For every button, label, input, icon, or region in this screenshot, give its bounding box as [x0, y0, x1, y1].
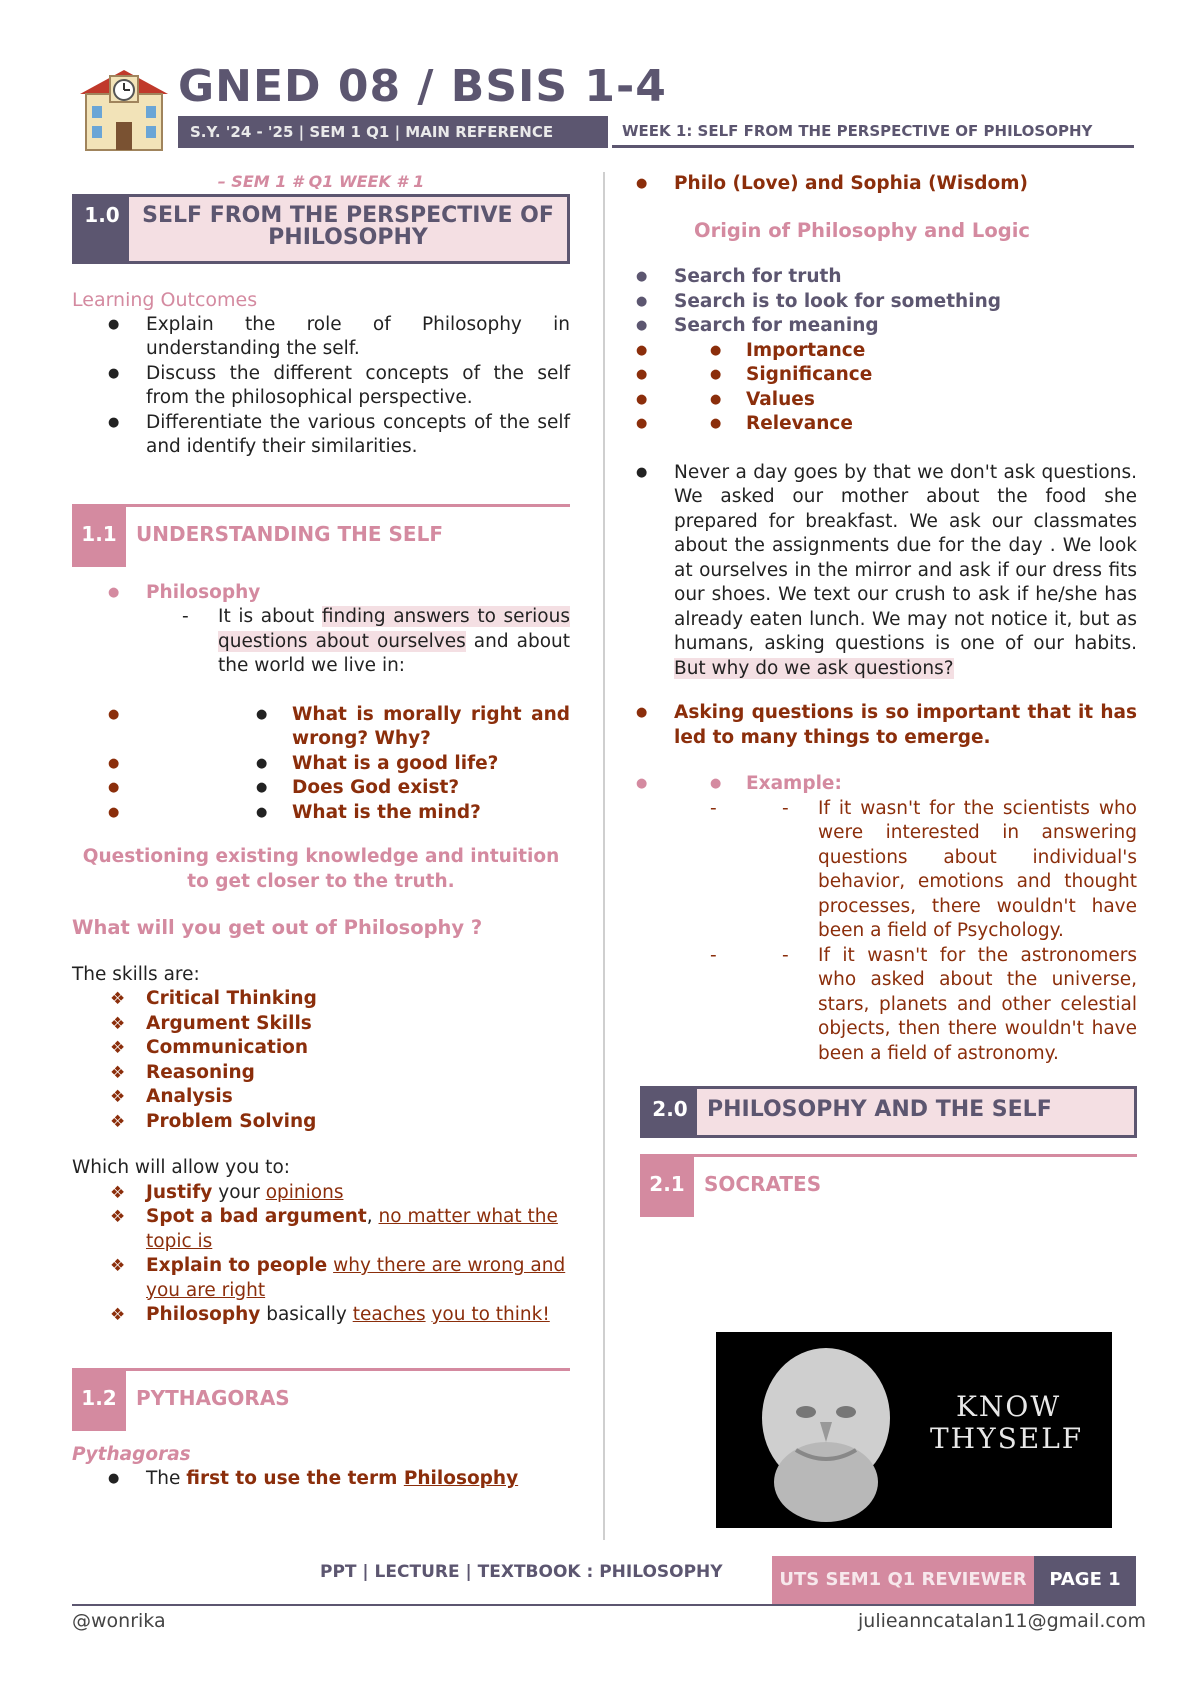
text: Justify	[146, 1181, 213, 1203]
section-number: 2.1	[640, 1157, 694, 1217]
learning-outcomes-list	[72, 313, 570, 460]
text: why there are wrong and you are right	[146, 1255, 566, 1301]
section-title: UNDERSTANDING THE SELF	[136, 521, 443, 546]
example-list	[600, 772, 1137, 797]
section-number: 2.0	[643, 1089, 697, 1135]
meaning-list	[600, 339, 1137, 437]
list-item: ● Discuss the different concepts of the self from the philosophical perspective.	[72, 362, 570, 411]
pythagoras-label: Pythagoras	[72, 1443, 191, 1465]
text: Relevance	[746, 413, 853, 434]
list-item: ❖ Argument Skills	[72, 1012, 570, 1037]
week-title: WEEK 1: SELF FROM THE PERSPECTIVE OF PHILOSOPHY	[612, 116, 1134, 148]
philosophy-label: Philosophy	[146, 581, 261, 603]
list-item: ❖ Reasoning	[72, 1061, 570, 1086]
text: Philosophy	[403, 1468, 519, 1489]
philo-list	[640, 172, 1137, 197]
clock-building-icon	[76, 60, 172, 156]
list-item: ● ● Does God exist?	[72, 776, 570, 801]
text: you to think!	[431, 1304, 550, 1325]
list-item: ❖ Analysis	[72, 1085, 570, 1110]
list-item: ● ● Relevance	[600, 412, 1137, 437]
image-caption-line1: KNOW	[956, 1390, 1062, 1423]
list-item: ● Asking questions is so important that it has led to many things to emerge.	[600, 701, 1137, 750]
section-number: 1.2	[72, 1371, 126, 1431]
list-item: ● Differentiate the various concepts of the self and identify their similarities.	[72, 411, 570, 460]
what-get-heading: What will you get out of Philosophy ?	[72, 916, 483, 939]
image-caption-line2: THYSELF	[930, 1422, 1084, 1455]
search-list	[600, 265, 1137, 339]
list-item: ❖ Communication	[72, 1036, 570, 1061]
list-item: ❖ Problem Solving	[72, 1110, 570, 1135]
text: Importance	[746, 339, 866, 361]
section-title: PYTHAGORAS	[136, 1385, 290, 1410]
never-list	[600, 461, 1137, 682]
list-item: ● Search is to look for something	[600, 290, 1137, 315]
list-item	[72, 1205, 570, 1254]
list-item	[72, 605, 570, 679]
philosophy-sublist	[72, 605, 570, 679]
list-item	[72, 1467, 570, 1492]
phil-text-b: finding answers to serious questions about ourselves	[218, 606, 570, 652]
list-item: ● ● What is the mind?	[72, 801, 570, 826]
text: basically	[260, 1304, 353, 1325]
list-item	[600, 172, 1137, 197]
list-item: ● Search for meaning	[600, 314, 1137, 339]
text: no matter what the topic is	[146, 1206, 558, 1252]
list-item: ● ● Values	[600, 388, 1137, 413]
phil-text-c: and about the world we live in:	[218, 630, 570, 676]
right-column	[640, 172, 1137, 1217]
text: Significance	[746, 364, 873, 385]
text: your	[212, 1181, 266, 1203]
text: Example:	[746, 773, 842, 794]
list-item	[72, 581, 570, 606]
section-1-2	[72, 1368, 570, 1431]
socrates-image	[716, 1332, 1112, 1528]
text: Philosophy	[146, 1304, 261, 1325]
skills-list	[72, 987, 570, 1134]
questioning-note: Questioning existing knowledge and intuition to get closer to the truth.	[82, 846, 560, 892]
pythagoras-list	[72, 1467, 570, 1492]
learning-outcomes-heading: Learning Outcomes	[72, 289, 258, 311]
section-title: SOCRATES	[704, 1172, 822, 1196]
section-title: PHILOSOPHY AND THE SELF	[697, 1089, 1134, 1135]
footer-sources: PPT | LECTURE | TEXTBOOK : PHILOSOPHY	[320, 1562, 723, 1582]
skills-intro: The skills are:	[72, 963, 200, 985]
allow-list	[72, 1181, 570, 1328]
list-item: ● Search for truth	[600, 265, 1137, 290]
text: opinions	[265, 1181, 344, 1203]
text: Philo (Love) and Sophia (Wisdom)	[674, 173, 1028, 194]
text: ,	[366, 1206, 379, 1227]
list-item: ● ● Importance	[600, 339, 1137, 364]
allow-intro: Which will allow you to:	[72, 1157, 290, 1178]
philosophy-list	[72, 581, 570, 606]
text: Values	[746, 388, 815, 410]
section-1-0	[72, 194, 570, 264]
footer-line	[72, 1604, 1136, 1606]
subtitle-bar: S.Y. '24 - '25 | SEM 1 Q1 | MAIN REFERENCE	[178, 116, 608, 148]
list-item: ❖ Critical Thinking	[72, 987, 570, 1012]
text: teaches	[352, 1304, 426, 1325]
section-1-1	[72, 504, 570, 567]
page-number: PAGE 1	[1034, 1556, 1136, 1604]
question-2: What is a good life?	[292, 752, 499, 774]
text: Spot a bad argument	[146, 1206, 367, 1227]
section-2-0	[640, 1086, 1137, 1138]
example-sublist	[600, 797, 1137, 1067]
text: The	[146, 1468, 187, 1489]
list-item: ● Explain the role of Philosophy in understanding the self.	[72, 313, 570, 362]
asking-list	[600, 701, 1137, 750]
list-item	[72, 1254, 570, 1303]
question-4: What is the mind?	[292, 801, 481, 823]
author-handle: @wonrika	[72, 1610, 166, 1632]
list-item: - - If it wasn't for the scientists who were interested in answering questions about individual's behavior, emotions and thought processes, there wouldn't have been a field of Psychology.	[600, 797, 1137, 944]
origin-heading: Origin of Philosophy and Logic	[694, 218, 1030, 242]
section-2-1	[640, 1154, 1137, 1217]
document-title: GNED 08 / BSIS 1-4	[178, 61, 667, 112]
reviewer-badge: UTS SEM1 Q1 REVIEWER	[772, 1556, 1034, 1604]
author-email: julieanncatalan11@gmail.com	[858, 1610, 1147, 1632]
list-item: ● ● Example:	[600, 772, 1137, 797]
sem-line: – SEM 1 # Q1 WEEK # 1	[217, 172, 425, 191]
question-3: Does God exist?	[292, 777, 460, 798]
text: Never a day goes by that we don't ask questions. We asked our mother about the food she prepared for breakfast. We ask our classmates about the assignments due for the day . We look at ourselves in the mirror and ask if our dress fits our shoes. We text our crush to ask if he/she has already eaten lunch. We may not notice it, but as humans, asking questions is one of our habits.	[674, 461, 1137, 654]
list-item	[600, 461, 1137, 682]
section-number: 1.0	[75, 197, 129, 261]
questions-list	[72, 703, 570, 826]
phil-text-a: It is about	[218, 606, 322, 627]
section-number: 1.1	[72, 507, 126, 567]
text: But why do we ask questions?	[674, 657, 954, 679]
list-item: ● ● What is morally right and wrong? Why?	[72, 703, 570, 752]
list-item	[72, 1181, 570, 1206]
text: first to use the term	[186, 1468, 404, 1489]
section-title: SELF FROM THE PERSPECTIVE OF PHILOSOPHY	[129, 197, 567, 261]
list-item	[72, 1303, 570, 1328]
text: If it wasn't for the scientists who were interested in answering questions about individual's behavior, emotions and thought processes, there wouldn't have been a field of Psychology.	[818, 797, 1137, 941]
text: Explain to people	[146, 1255, 328, 1276]
question-1: What is morally right and wrong? Why?	[292, 703, 570, 749]
text: If it wasn't for the astronomers who asked about the universe, stars, planets and other celestial objects, then there wouldn't have been a field of astronomy.	[818, 944, 1137, 1064]
list-item: - - If it wasn't for the astronomers who asked about the universe, stars, planets and other celestial objects, then there wouldn't have been a field of astronomy.	[600, 944, 1137, 1067]
list-item: ● ● Significance	[600, 363, 1137, 388]
left-column	[72, 172, 570, 1492]
list-item: ● ● What is a good life?	[72, 752, 570, 777]
